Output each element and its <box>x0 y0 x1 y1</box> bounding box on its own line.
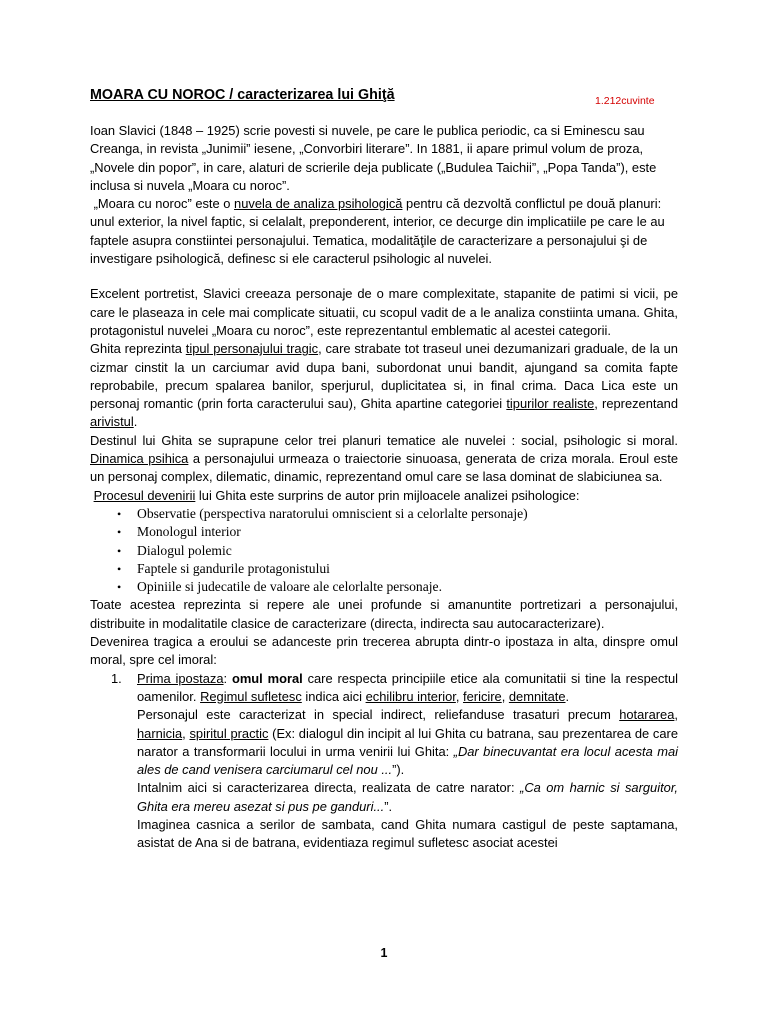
paragraph-devenire-tragica: Devenirea tragica a eroului se adanceste prin trecerea abrupta dintr-o ipostaza in alta, dinspre omul moral, spre cel imoral: <box>90 634 678 668</box>
paragraph-nuvela-psihologica: „Moara cu noroc” este o nuvela de analiza psihologică pentru că dezvoltă conflictul pe două planuri: unul exterior, la nivel faptic, si celalalt, preponderent, interior, ce decurge din implicatiile pe care le au faptele asupra constiintei personajului. Tematica, modalităţile de caracterizare a personajului şi de investigare psihologică, definesc si ele caracterul psihologic al nuvelei. <box>90 196 665 267</box>
list-item: • Dialogul polemic <box>90 542 678 560</box>
document-title: MOARA CU NOROC / caracterizarea lui Ghiţă <box>90 87 395 103</box>
list-item: • Opiniile si judecatile de valoare ale celorlalte personaje. <box>90 578 678 596</box>
list-number: 1. <box>111 670 122 686</box>
paragraph-destin: Destinul lui Ghita se suprapune celor trei planuri tematice ale nuvelei : social, psihologic si moral. Dinamica psihica a personajului urmeaza o traiectorie sinuoasa, generata de criza morala. Eroul este un personaj complex, dilematic, dinamic, reprezentand omul care se lasa dominat de slabiciunea sa. <box>90 432 678 485</box>
bullet-icon: • <box>117 525 122 540</box>
paragraph-tip-tragic: Ghita reprezinta tipul personajului tragic, care strabate tot traseul unei dezumanizari graduale, de la un cizmar cinstit la un carciumar avid dupa bani, subordonat unui bandit, ajungand sa comita fapte reprobabile, precum spalarea banilor, sperjurul, duplicitatea si, in final crima. Daca Lica este un personaj romantic (prin forta caracterului sau), Ghita apartine categoriei tipurilor realiste, reprezentand arivistul. <box>90 341 678 430</box>
word-count-label: 1.212cuvinte <box>595 95 655 107</box>
list-item: • Faptele si gandurile protagonistului <box>90 560 678 578</box>
paragraph-portretist: Excelent portretist, Slavici creeaza personaje de o mare complexitate, stapanite de patimi si vicii, pe care le plaseaza in cele mai complicate situatii, cu scopul vadit de a le analiza constiinta umana. Ghita, protagonistul nuvelei „Moara cu noroc”, este reprezentantul emblematic al acestei categorii. <box>90 286 678 338</box>
paragraph-proces-devenire: Procesul devenirii lui Ghita este surprins de autor prin mijloacele analizei psihologice: <box>93 487 580 503</box>
bullet-list-mijloace <box>90 505 678 596</box>
bullet-icon: • <box>117 543 122 558</box>
list-item: • Monologul interior <box>90 523 678 541</box>
paragraph-intro: Ioan Slavici (1848 – 1925) scrie povesti si nuvele, pe care le publica periodic, ca si Eminescu sau Creanga, in revista „Junimii” iesene, „Convorbiri literare”. In 1881, ii apare primul volum de proza, „Novele din popor”, in care, alaturi de scrierile deja publicate („Budulea Taichii”, „Popa Tanda”), este inclusa si nuvela „Moara cu noroc”. <box>90 123 657 193</box>
numbered-list-ipostaze <box>90 670 678 853</box>
bullet-icon: • <box>117 506 122 521</box>
list-item-ipostaza-1 <box>90 670 678 853</box>
ipostaza-1-caracterizare-indirecta: Personajul este caracterizat in special indirect, reliefanduse trasaturi precum hotararea, harnicia, spiritul practic (Ex: dialogul din incipit al lui Ghita cu batrana, sau prezentarea de care narator a transformarii locului in urma venirii lui Ghita: „Dar binecuvantat era locul acesta mai ales de cand venisera carciumarul cel nou ...”). <box>137 707 678 778</box>
page-number: 1 <box>380 946 388 960</box>
title-row <box>90 86 678 108</box>
bullet-icon: • <box>117 580 122 595</box>
ipostaza-1-caracterizare-directa: Intalnim aici si caracterizarea directa, realizata de catre narator: „Ca om harnic si sarguitor, Ghita era mereu asezat si pus pe ganduri...”. <box>137 780 678 814</box>
ipostaza-1-imagine-casnica: Imaginea casnica a serilor de sambata, cand Ghita numara castigul de peste saptamana, asistat de Ana si de batrana, evidentiaza regimul sufletesc asociat acestei <box>137 816 678 851</box>
document-body <box>90 86 678 853</box>
bullet-icon: • <box>117 561 122 576</box>
ipostaza-1-intro: Prima ipostaza: omul moral care respecta principiile etice ala comunitatii si tine la respectul oamenilor. Regimul sufletesc indica aici echilibru interior, fericire, demnitate. <box>137 670 678 704</box>
list-item: • Observatie (perspectiva naratorului omniscient si a celorlalte personaje) <box>90 505 678 523</box>
paragraph-repere: Toate acestea reprezinta si repere ale unei profunde si amanuntite portretizari a personajului, distribuite in modalitatile clasice de caracterizare (directa, indirecta sau autocaracterizare). <box>90 597 678 631</box>
